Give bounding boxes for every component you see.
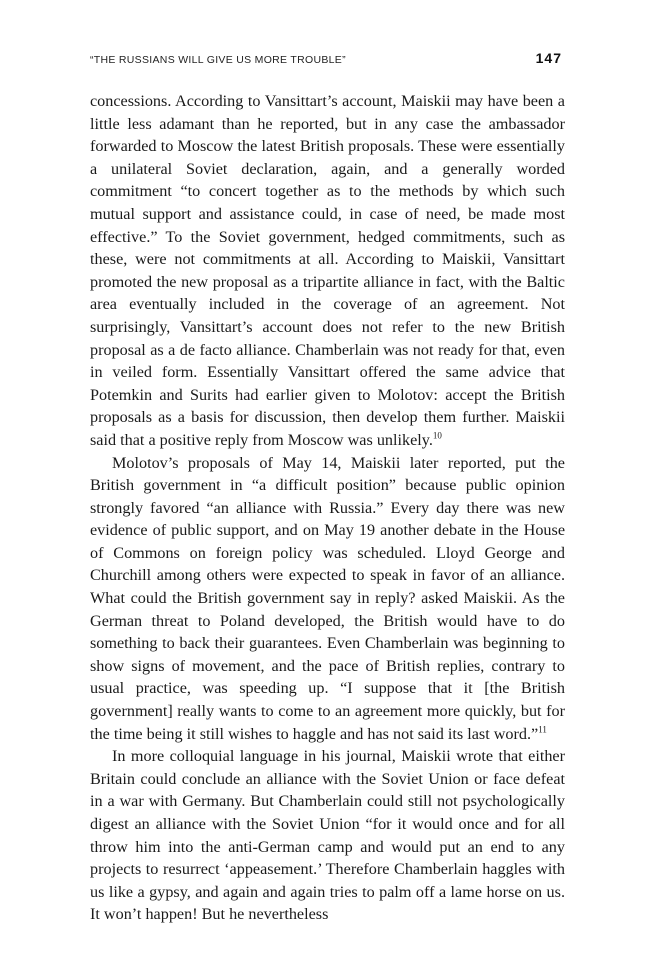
- body-text: [90, 90, 565, 926]
- page-number: 147: [535, 50, 562, 66]
- running-head: [90, 50, 562, 70]
- paragraph-3-text: In more colloquial language in his journal, Maiskii wrote that either Britain could conclude an alliance with the Soviet Union or face defeat in a war with Germany. But Chamberlain could still not psychologically digest an alliance with the Soviet Union “for it would once and for all throw him into the anti-German camp and would put an end to any projects to resurrect ‘appeasement.’ Therefore Chamberlain haggles with us like a gypsy, and again and again tries to palm off a lame horse on us. It won’t happen! But he nevertheless: [90, 747, 565, 924]
- footnote-marker-11: 11: [538, 724, 547, 735]
- paragraph-2: [90, 452, 565, 746]
- paragraph-2-text: Molotov’s proposals of May 14, Maiskii later reported, put the British government in “a difficult position” because public opinion strongly favored “an alliance with Russia.” Every day there was new evidence of public support, and on May 19 another debate in the House of Commons on foreign policy was scheduled. Lloyd George and Churchill among others were expected to speak in favor of an alliance. What could the British government say in reply? asked Maiskii. As the German threat to Poland developed, the British would have to do something to back their guarantees. Even Chamberlain was beginning to show signs of movement, and the pace of British replies, contrary to usual practice, was speeding up. “I suppose that it [the British government] really wants to come to an agreement more quickly, but for the time being it still wishes to haggle and has not said its last word.”: [90, 453, 565, 743]
- paragraph-1-text: concessions. According to Vansittart’s account, Maiskii may have been a little less adamant than he reported, but in any case the ambassador forwarded to Moscow the latest British proposals. These were essentially a unilateral Soviet declaration, again, and a generally worded commitment “to concert together as to the methods by which such mutual support and assistance could, in case of need, be made most effective.” To the Soviet government, hedged commitments, such as these, were not commitments at all. According to Maiskii, Vansittart promoted the new proposal as a tripartite alliance in fact, with the Baltic area eventually included in the coverage of an agreement. Not surprisingly, Vansittart’s account does not refer to the new British proposal as a de facto alliance. Chamberlain was not ready for that, even in veiled form. Essentially Vansittart offered the same advice that Potemkin and Surits had earlier given to Molotov: accept the British proposals as a basis for discussion, then develop them further. Maiskii said that a positive reply from Moscow was unlikely.: [90, 92, 565, 449]
- paragraph-1: [90, 90, 565, 452]
- running-title: “THE RUSSIANS WILL GIVE US MORE TROUBLE”: [90, 54, 346, 66]
- paragraph-3: [90, 745, 565, 926]
- footnote-marker-10: 10: [432, 430, 442, 441]
